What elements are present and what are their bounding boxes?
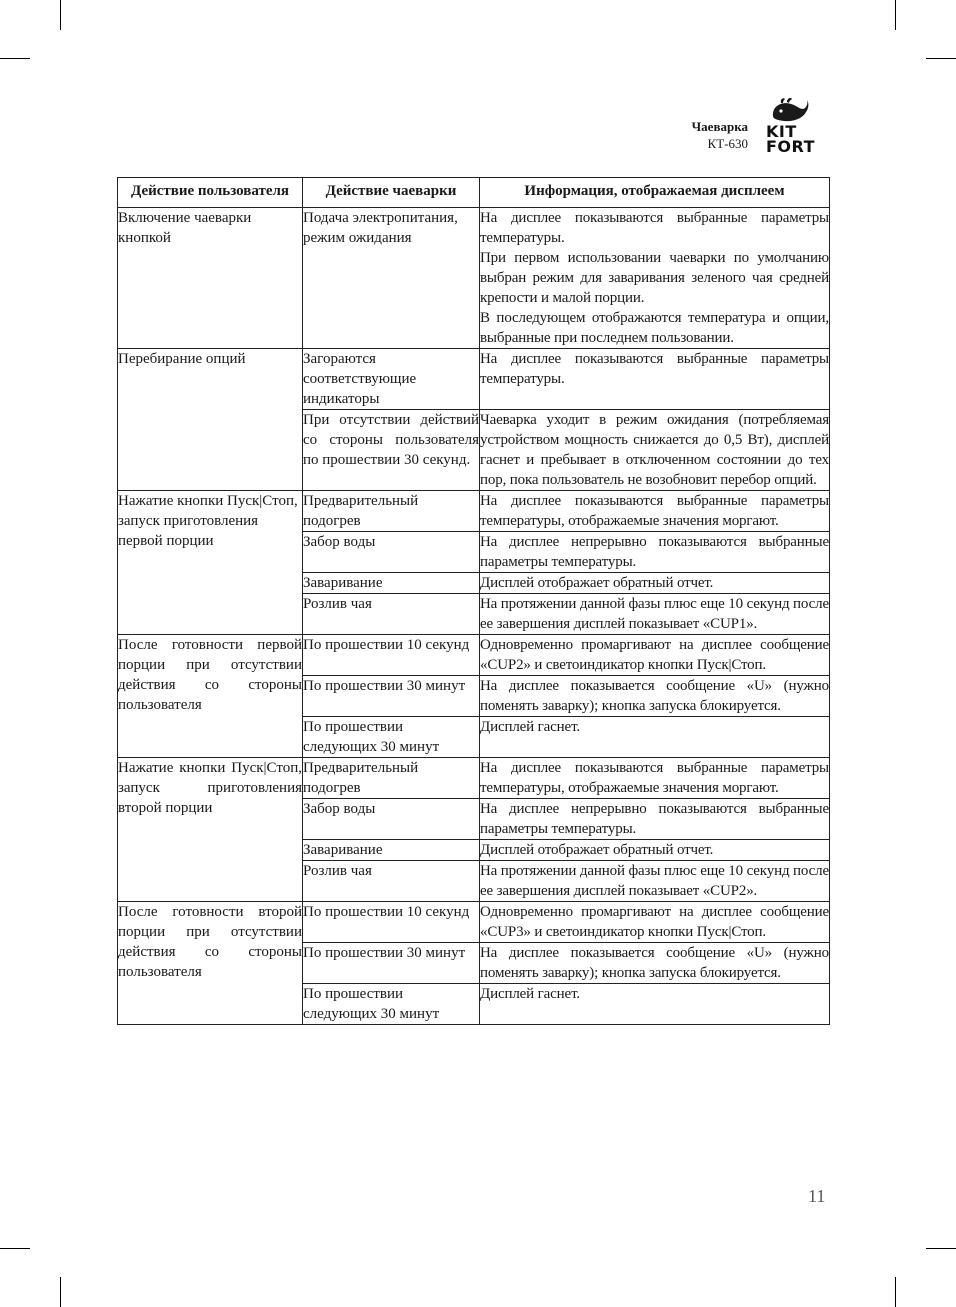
display-paragraph: На дисплее показываются выбранные параметры температуры, отображаемые значения моргают.: [480, 493, 829, 529]
display-paragraph: На дисплее показываются выбранные параметры температуры, отображаемые значения моргают.: [480, 760, 829, 796]
device-action-cell: Забор воды: [303, 532, 480, 573]
display-info-cell: [480, 943, 830, 984]
display-info-cell: [480, 208, 830, 349]
device-action-cell: По прошествии следующих 30 минут: [303, 717, 480, 758]
display-info-cell: [480, 861, 830, 902]
display-info-cell: [480, 410, 830, 491]
display-paragraph: На дисплее показываются выбранные параметры температуры.: [480, 351, 829, 387]
display-paragraph: На дисплее показывается сообщение «U» (нужно поменять заварку); кнопка запуска блокируется.: [480, 945, 829, 981]
display-info-cell: [480, 984, 830, 1025]
display-paragraph: Дисплей отображает обратный отчет.: [480, 575, 714, 591]
table-row: [118, 349, 830, 410]
display-info-cell: [480, 532, 830, 573]
device-action-cell: Розлив чая: [303, 861, 480, 902]
user-action-cell: После готовности второй порции при отсутствии действия со стороны пользователя: [118, 902, 303, 1025]
device-action-cell: Предварительный подогрев: [303, 491, 480, 532]
whale-icon: [770, 96, 810, 124]
device-action-cell: По прошествии 10 секунд: [303, 902, 480, 943]
device-action-cell: Заваривание: [303, 573, 480, 594]
display-info-cell: [480, 758, 830, 799]
display-paragraph: Дисплей гаснет.: [480, 719, 580, 735]
operation-table: [117, 177, 830, 1025]
table-row: [118, 758, 830, 799]
user-action-cell: Нажатие кнопки Пуск|Стоп, запуск приготовления первой порции: [118, 491, 303, 635]
col-header-user-action: Действие пользователя: [118, 178, 303, 208]
table-row: [118, 902, 830, 943]
product-name: Чаеварка: [691, 119, 748, 134]
page-header: [692, 96, 828, 154]
display-info-cell: [480, 594, 830, 635]
device-action-cell: По прошествии 10 секунд: [303, 635, 480, 676]
table-row: [118, 491, 830, 532]
table-row: [118, 208, 830, 349]
display-paragraph: При первом использовании чаеварки по умолчанию выбран режим для заваривания зеленого чая средней крепости и малой порции.: [480, 250, 829, 306]
display-info-cell: [480, 840, 830, 861]
user-action-cell: Включение чаеварки кнопкой: [118, 208, 303, 349]
display-info-cell: [480, 799, 830, 840]
crop-mark: [60, 0, 61, 30]
display-paragraph: Дисплей гаснет.: [480, 986, 580, 1002]
brand-wordmark-top: KIT: [766, 122, 797, 141]
display-info-cell: [480, 573, 830, 594]
crop-mark: [895, 1277, 896, 1307]
col-header-device-action: Действие чаеварки: [303, 178, 480, 208]
device-action-cell: По прошествии следующих 30 минут: [303, 984, 480, 1025]
device-action-cell: Забор воды: [303, 799, 480, 840]
crop-mark: [926, 58, 956, 59]
display-info-cell: [480, 717, 830, 758]
page-number: 11: [808, 1186, 826, 1206]
crop-mark: [0, 1248, 30, 1249]
user-action-cell: Нажатие кнопки Пуск|Стоп, запуск приготовления второй порции: [118, 758, 303, 902]
display-info-cell: [480, 902, 830, 943]
brand-wordmark-bottom: FORT: [766, 137, 816, 156]
display-paragraph: На дисплее непрерывно показываются выбранные параметры температуры.: [480, 801, 829, 837]
device-action-cell: По прошествии 30 минут: [303, 943, 480, 984]
display-paragraph: Чаеварка уходит в режим ожидания (потребляемая устройством мощность снижается до 0,5 Вт), дисплей гаснет и пребывает в отключенном состоянии до тех пор, пока пользователь не возобновит перебор опций.: [480, 412, 829, 488]
device-action-cell: Предварительный подогрев: [303, 758, 480, 799]
product-model: КТ-630: [707, 136, 748, 151]
crop-mark: [60, 1277, 61, 1307]
product-info: [692, 118, 748, 152]
display-paragraph: Одновременно промаргивают на дисплее сообщение «CUP2» и светоиндикатор кнопки Пуск|Стоп.: [480, 637, 829, 673]
display-paragraph: В последующем отображаются температура и опции, выбранные при последнем пользовании.: [480, 310, 829, 346]
display-info-cell: [480, 635, 830, 676]
user-action-cell: После готовности первой порции при отсутствии действия со стороны пользователя: [118, 635, 303, 758]
display-paragraph: На протяжении данной фазы плюс еще 10 секунд после ее завершения дисплей показывает «CUP1».: [480, 596, 829, 632]
crop-mark: [895, 0, 896, 30]
table-header-row: [118, 178, 830, 208]
crop-mark: [926, 1248, 956, 1249]
device-action-cell: При отсутствии действий со стороны пользователя по прошествии 30 секунд.: [303, 410, 480, 491]
col-header-display-info: Информация, отображаемая дисплеем: [480, 178, 830, 208]
device-action-cell: Розлив чая: [303, 594, 480, 635]
display-paragraph: На дисплее непрерывно показываются выбранные параметры температуры.: [480, 534, 829, 570]
user-action-cell: Перебирание опций: [118, 349, 303, 491]
display-info-cell: [480, 491, 830, 532]
display-paragraph: Дисплей отображает обратный отчет.: [480, 842, 714, 858]
display-paragraph: На дисплее показываются выбранные параметры температуры.: [480, 210, 829, 246]
device-action-cell: По прошествии 30 минут: [303, 676, 480, 717]
device-action-cell: Загораются соответствующие индикаторы: [303, 349, 480, 410]
display-paragraph: На протяжении данной фазы плюс еще 10 секунд после ее завершения дисплей показывает «CUP2».: [480, 863, 829, 899]
display-info-cell: [480, 676, 830, 717]
table-row: [118, 635, 830, 676]
display-info-cell: [480, 349, 830, 410]
device-action-cell: Подача электропитания, режим ожидания: [303, 208, 480, 349]
brand-logo: [766, 96, 828, 154]
crop-mark: [0, 58, 30, 59]
display-paragraph: На дисплее показывается сообщение «U» (нужно поменять заварку); кнопка запуска блокируется.: [480, 678, 829, 714]
device-action-cell: Заваривание: [303, 840, 480, 861]
display-paragraph: Одновременно промаргивают на дисплее сообщение «CUP3» и светоиндикатор кнопки Пуск|Стоп.: [480, 904, 829, 940]
